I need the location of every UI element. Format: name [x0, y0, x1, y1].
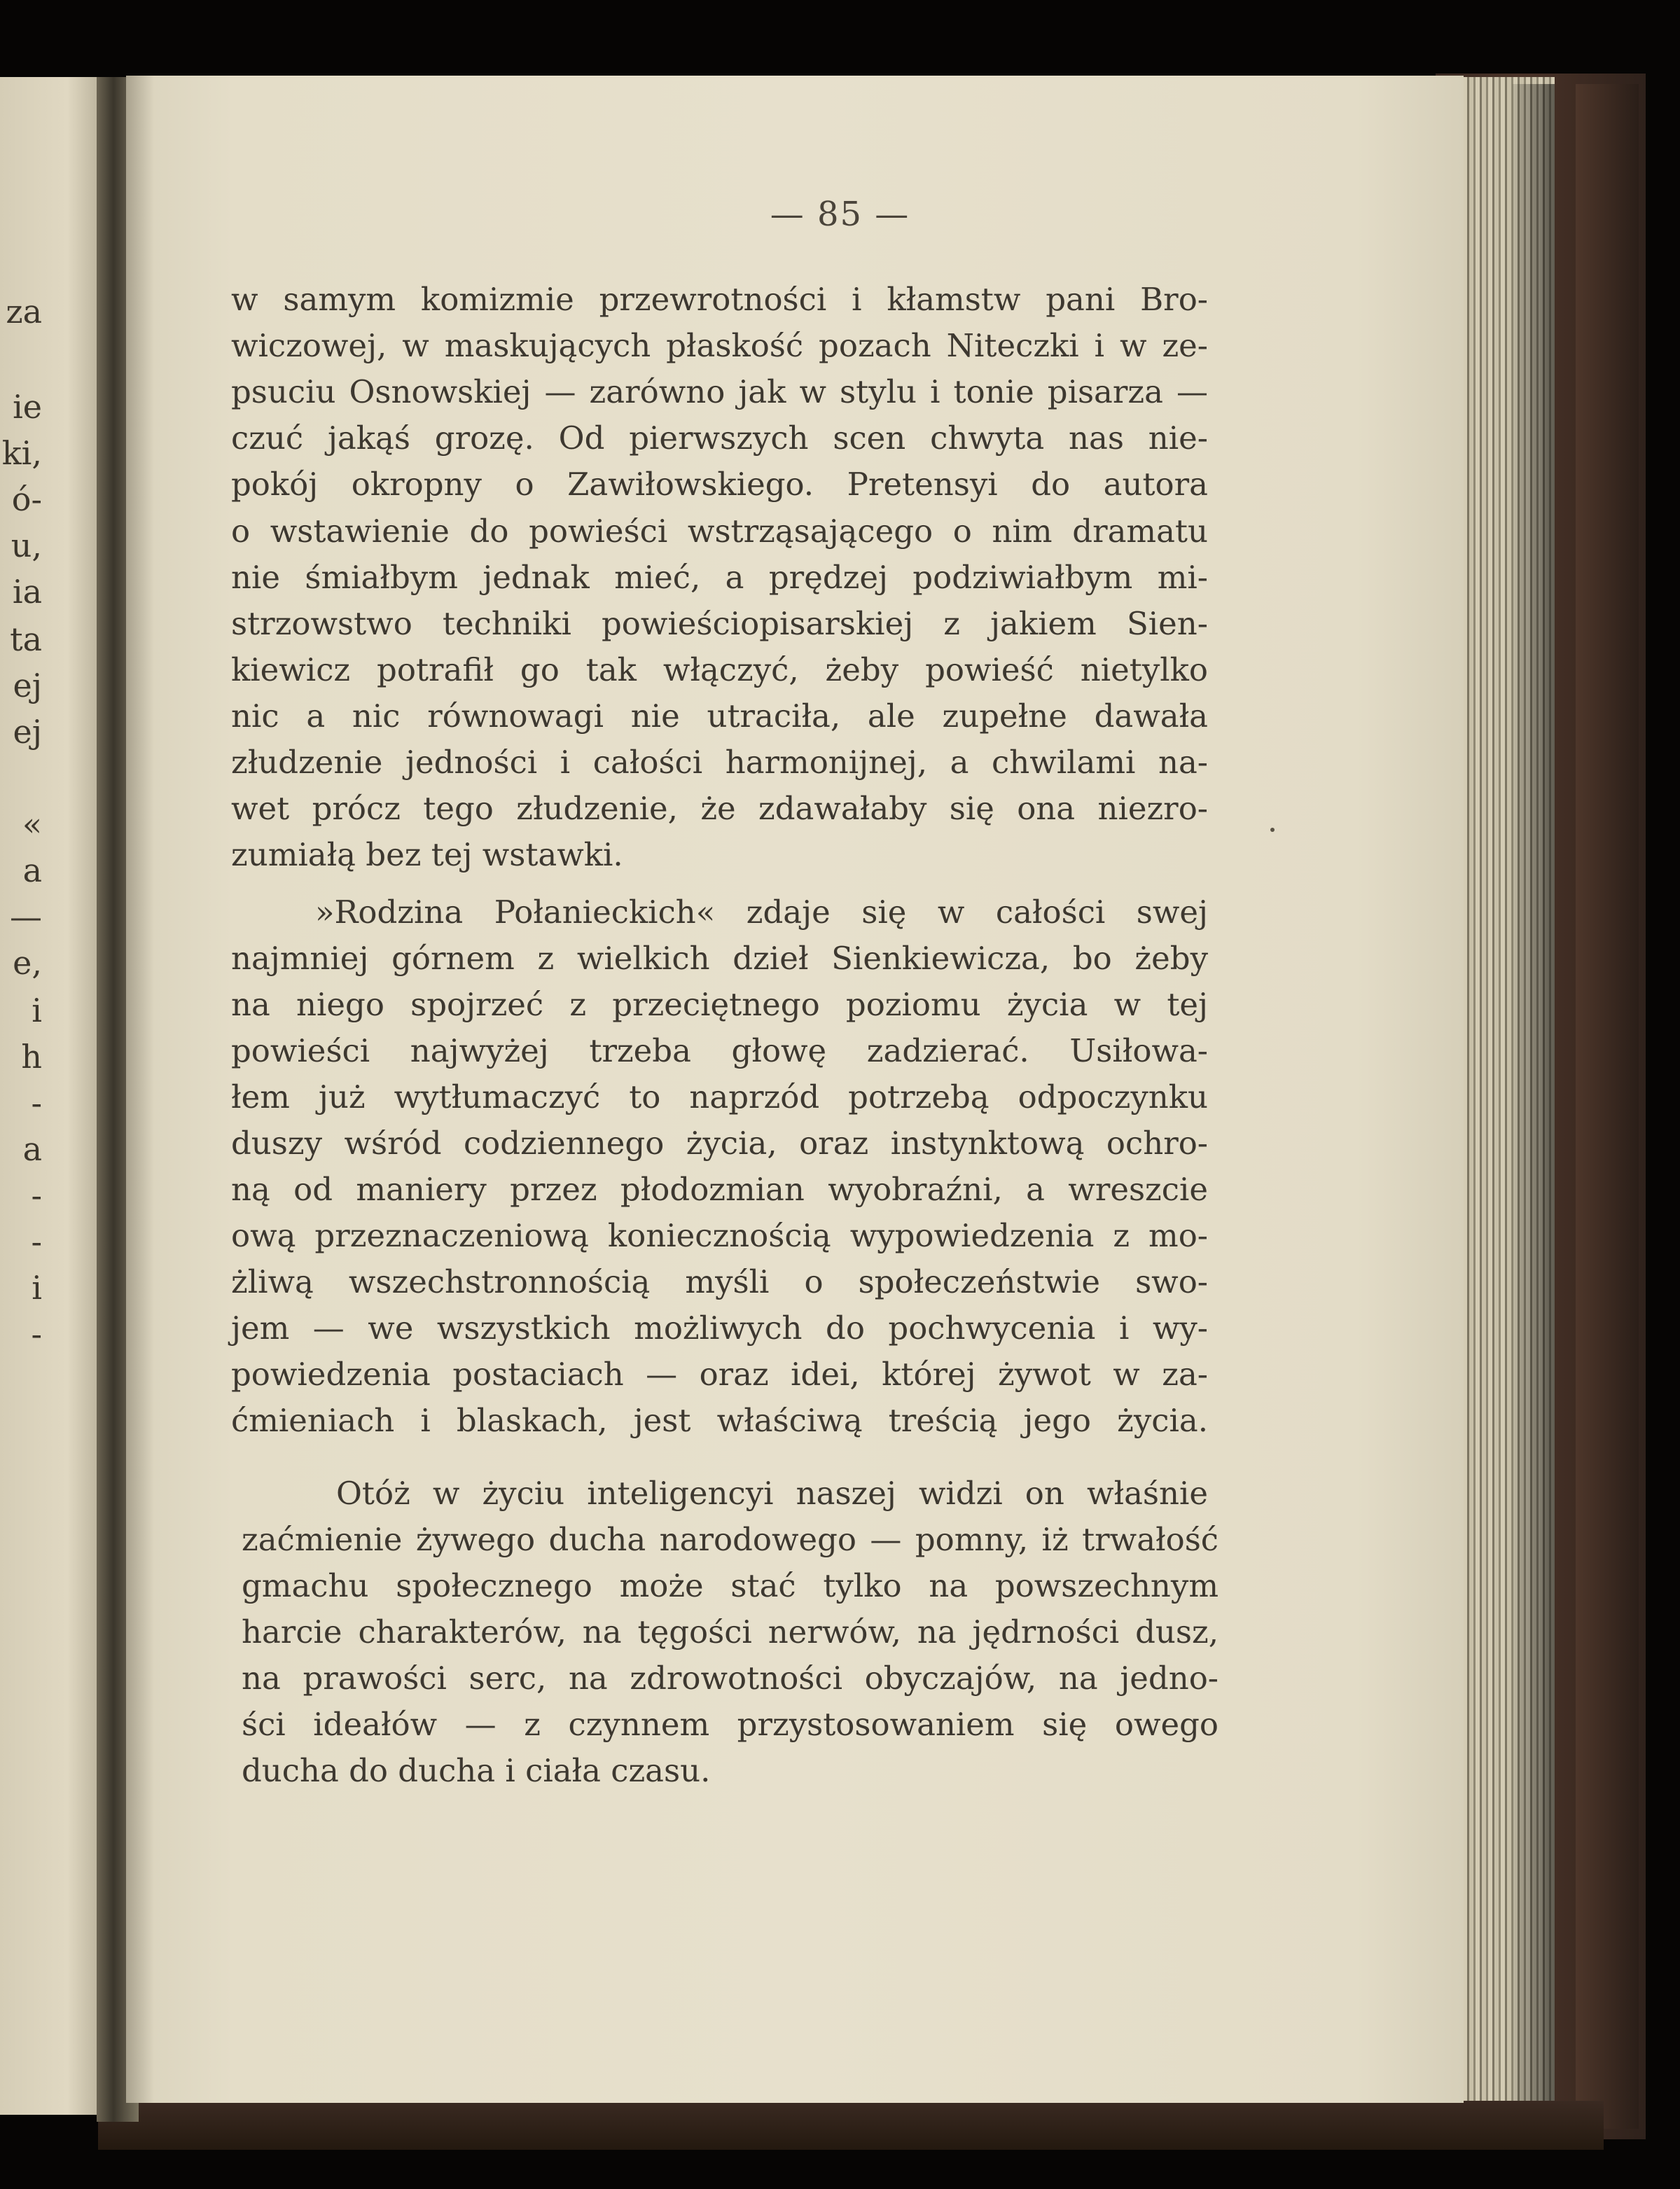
left-fragment: - [31, 1084, 42, 1122]
left-fragment: ie [13, 388, 42, 426]
text-line: ducha do ducha i ciała czasu. [242, 1752, 711, 1789]
text-line: ną od maniery przez płodozmian wyobraźni, a wreszcie [231, 1171, 1208, 1208]
text-line: czuć jakąś grozę. Od pierwszych scen chwyta nas nie- [231, 419, 1208, 457]
left-fragment: e, [13, 944, 42, 982]
left-fragment: ki, [1, 434, 42, 472]
text-line: w samym komizmie przewrotności i kłamstw pani Bro- [231, 281, 1208, 318]
text-line: zaćmienie żywego ducha narodowego — pomny, iż trwałość [242, 1521, 1219, 1558]
text-line: łem już wytłumaczyć to naprzód potrzebą odpoczynku [231, 1078, 1208, 1116]
text-line: wet prócz tego złudzenie, że zdawałaby się ona niezro- [231, 790, 1208, 827]
left-fragment: i [32, 1269, 42, 1307]
text-line: harcie charakterów, na tęgości nerwów, na jędrności dusz, [242, 1613, 1219, 1651]
left-facing-page [0, 77, 112, 2115]
text-line: ści ideałów — z czynnem przystosowaniem się owego [242, 1706, 1219, 1743]
text-line: ową przeznaczeniową koniecznością wypowiedzenia z mo- [231, 1217, 1208, 1254]
left-fragment: ej [13, 713, 42, 751]
text-line: powieści najwyżej trzeba głowę zadzierać. Usiłowa- [231, 1032, 1208, 1069]
text-line: jem — we wszystkich możliwych do pochwycenia i wy- [231, 1309, 1208, 1347]
text-line: »Rodzina Połanieckich« zdaje się w całości swej [315, 894, 1208, 931]
left-fragment: - [31, 1315, 42, 1353]
left-fragment: ta [10, 620, 42, 658]
left-fragment: ó- [11, 480, 42, 518]
text-line: o wstawienie do powieści wstrząsającego o nim dramatu [231, 513, 1208, 550]
text-line: kiewicz potrafił go tak włączyć, żeby powieść nietylko [231, 651, 1208, 688]
left-fragment: - [31, 1176, 42, 1214]
text-line: nie śmiałbym jednak mieć, a prędzej podziwiałbym mi- [231, 559, 1208, 596]
left-fragment: za [6, 293, 42, 331]
left-fragment: i [32, 992, 42, 1029]
page-shadow [126, 76, 154, 2103]
left-fragment: — [10, 898, 42, 936]
text-line: zumiałą bez tej wstawki. [231, 836, 623, 873]
text-line: żliwą wszechstronnością myśli o społeczeństwie swo- [231, 1263, 1208, 1300]
page-edges-shadow [1513, 84, 1555, 2101]
left-fragment: ia [12, 573, 42, 611]
text-line: najmniej górnem z wielkich dzieł Sienkiewicza, bo żeby [231, 940, 1208, 977]
text-line: nic a nic równowagi nie utraciła, ale zupełne dawała [231, 697, 1208, 735]
left-fragment: a [22, 1130, 42, 1168]
left-fragment: a [22, 852, 42, 889]
text-line: strzowstwo techniki powieściopisarskiej z jakiem Sien- [231, 605, 1208, 642]
left-fragment: h [21, 1038, 42, 1076]
book-cover-bottom [98, 2101, 1604, 2150]
text-line: duszy wśród codziennego życia, oraz instynktową ochro- [231, 1125, 1208, 1162]
text-line: ćmieniach i blaskach, jest właściwą treścią jego życia. [231, 1402, 1208, 1439]
left-fragment: - [31, 1223, 42, 1260]
text-line: na prawości serc, na zdrowotności obyczajów, na jedno- [242, 1660, 1219, 1697]
text-line: psuciu Osnowskiej — zarówno jak w stylu i tonie pisarza — [231, 373, 1208, 410]
book-cover-edge [1576, 84, 1639, 2129]
text-line: wiczowej, w maskujących płaskość pozach Niteczki i w ze- [231, 327, 1208, 364]
left-fragment: ej [13, 667, 42, 704]
text-line: Otóż w życiu inteligencyi naszej widzi on właśnie [336, 1475, 1208, 1512]
text-line: złudzenie jedności i całości harmonijnej, a chwilami na- [231, 744, 1208, 781]
text-line: powiedzenia postaciach — oraz idei, której żywot w za- [231, 1356, 1208, 1393]
left-fragment: u, [11, 527, 42, 564]
left-fragment: « [22, 805, 42, 843]
page-number: — 85 — [770, 195, 910, 234]
text-line: pokój okropny o Zawiłowskiego. Pretensyi do autora [231, 466, 1208, 503]
text-line: na niego spojrzeć z przeciętnego poziomu życia w tej [231, 986, 1208, 1023]
text-line: gmachu społecznego może stać tylko na powszechnym [242, 1567, 1219, 1604]
ink-speck [1270, 828, 1275, 832]
